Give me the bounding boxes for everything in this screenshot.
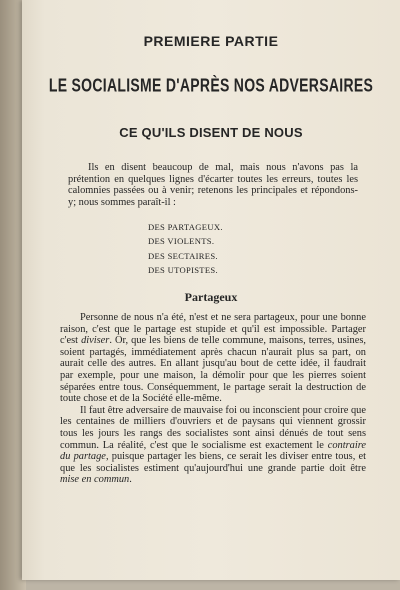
text-run: . Or, que les biens de telle commune, maisons, terres, usines, soient partagés, immédiatement après chacun n'aurait plus sa part, on aurait celle des autres. En allant jusqu'au bout de cette idée, il faudrait par exemple, pour une maison, la démolir pour que les pierres soient séparées entre tous. Conséquemment, le partage serait la destruction de toute chose et de la Société elle-même.: [60, 335, 366, 405]
list-item: DES SECTAIRES.: [148, 250, 218, 261]
part-heading: PREMIERE PARTIE: [143, 33, 279, 49]
emphasis-text: diviser: [81, 335, 110, 347]
text-run: .: [129, 474, 132, 486]
text-run: Personne de nous n'a été, n'est et ne sera partageux, pour une bonne raison, c'est que le partage est stupide et qu'il est impossible. Partager c'est: [60, 312, 366, 347]
text-run: Il faut être adversaire de mauvaise foi ou inconscient pour croire que les centaines de milliers d'ouvriers et de paysans qui viennent grossir tous les jours les rangs des socialistes sont ainsi dénués de tout sens commun. La réalité, c'est que le socialisme est exactement le: [60, 404, 366, 451]
body-paragraph: [60, 312, 366, 405]
accusation-list: [148, 220, 223, 278]
chapter-title: LE SOCIALISME D'APRÈS NOS ADVERSAIRES: [48, 74, 374, 96]
emphasis-text: mise en commun: [60, 474, 130, 486]
text-run: , puisque partager les biens, ce serait les diviser entre tous, et que les socialistes estiment qu'aujourd'hui une grande partie doit être: [60, 451, 367, 474]
body-paragraph: [60, 405, 366, 486]
list-item: DES PARTAGEUX.: [148, 222, 223, 232]
list-item: DES UTOPISTES.: [148, 265, 218, 276]
emphasis-text: contraire du partage: [60, 439, 366, 463]
list-item: DES VIOLENTS.: [148, 236, 215, 247]
section-body: [60, 312, 366, 486]
chapter-subtitle: CE QU'ILS DISENT DE NOUS: [119, 125, 303, 140]
document-page: [22, 0, 400, 580]
intro-paragraph: Ils en disent beaucoup de mal, mais nous n'avons pas la prétention en quelques lignes d'écarter toutes les erreurs, toutes les calomnies passées ou à venir; retenons les principales et répondons-y; nous sommes paraît-il :: [68, 162, 358, 208]
section-heading: Partageux: [184, 290, 238, 304]
